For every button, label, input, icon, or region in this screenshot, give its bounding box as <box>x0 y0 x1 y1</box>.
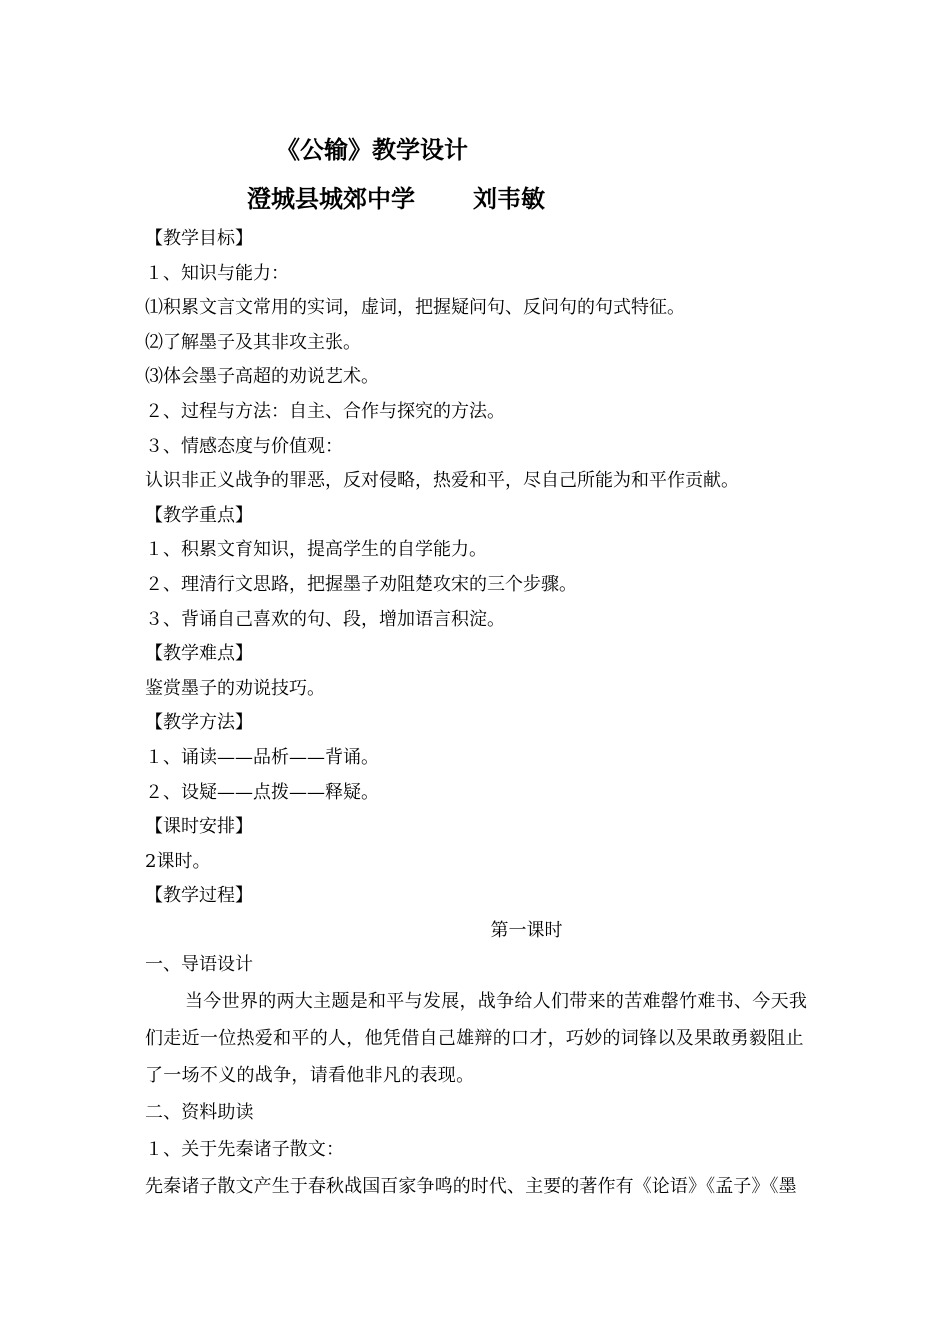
author-name: 刘韦敏 <box>473 184 545 213</box>
author-line <box>247 183 545 215</box>
goal-process: ２、过程与方法：自主、合作与探究的方法。 <box>145 400 505 422</box>
goal-item-3: ⑶体会墨子高超的劝说艺术。 <box>145 366 379 388</box>
goal-emotion: ３、情感态度与价值观： <box>145 435 343 457</box>
method-2: ２、设疑——点拨——释疑。 <box>145 781 379 803</box>
heading-process: 【教学过程】 <box>145 885 253 907</box>
school-name: 澄城县城郊中学 <box>247 184 415 213</box>
goal-item-2: ⑵了解墨子及其非攻主张。 <box>145 331 361 353</box>
method-1: １、诵读——品析——背诵。 <box>145 746 379 768</box>
goal-emotion-text: 认识非正义战争的罪恶，反对侵略，热爱和平，尽自己所能为和平作贡献。 <box>145 470 739 492</box>
goal-item-1: ⑴积累文言文常用的实词，虚词，把握疑问句、反问句的句式特征。 <box>145 297 685 319</box>
heading-method: 【教学方法】 <box>145 712 253 734</box>
schedule-text: 2课时。 <box>145 850 211 872</box>
difficulty-text: 鉴赏墨子的劝说技巧。 <box>145 677 325 699</box>
heading-difficulty: 【教学难点】 <box>145 643 253 665</box>
materials-text: 先秦诸子散文产生于春秋战国百家争鸣的时代、主要的著作有《论语》《孟子》《墨 <box>145 1176 797 1198</box>
intro-paragraph: 当今世界的两大主题是和平与发展，战争给人们带来的苦难罄竹难书、今天我们走近一位热爱和平的人，他凭借自己雄辩的口才，巧妙的词锋以及果敢勇毅阻止了一场不义的战争，请看他非凡的表现。 <box>145 991 808 1087</box>
goal-knowledge: １、知识与能力： <box>145 262 289 284</box>
heading-teaching-goals: 【教学目标】 <box>145 228 253 249</box>
key-point-1: １、积累文育知识，提高学生的自学能力。 <box>145 539 487 561</box>
key-point-3: ３、背诵自己喜欢的句、段，增加语言积淀。 <box>145 608 505 630</box>
heading-key-points: 【教学重点】 <box>145 504 253 526</box>
section-intro-heading: 一、导语设计 <box>145 954 253 976</box>
key-point-2: ２、理清行文思路，把握墨子劝阻楚攻宋的三个步骤。 <box>145 573 577 595</box>
heading-schedule: 【课时安排】 <box>145 816 253 838</box>
document-title: 《公输》教学设计 <box>276 135 468 164</box>
materials-subsection: １、关于先秦诸子散文： <box>145 1139 345 1161</box>
section-materials-heading: 二、资料助读 <box>145 1102 254 1124</box>
document-body <box>145 222 810 1205</box>
lesson-heading: 第一课时 <box>490 919 563 941</box>
